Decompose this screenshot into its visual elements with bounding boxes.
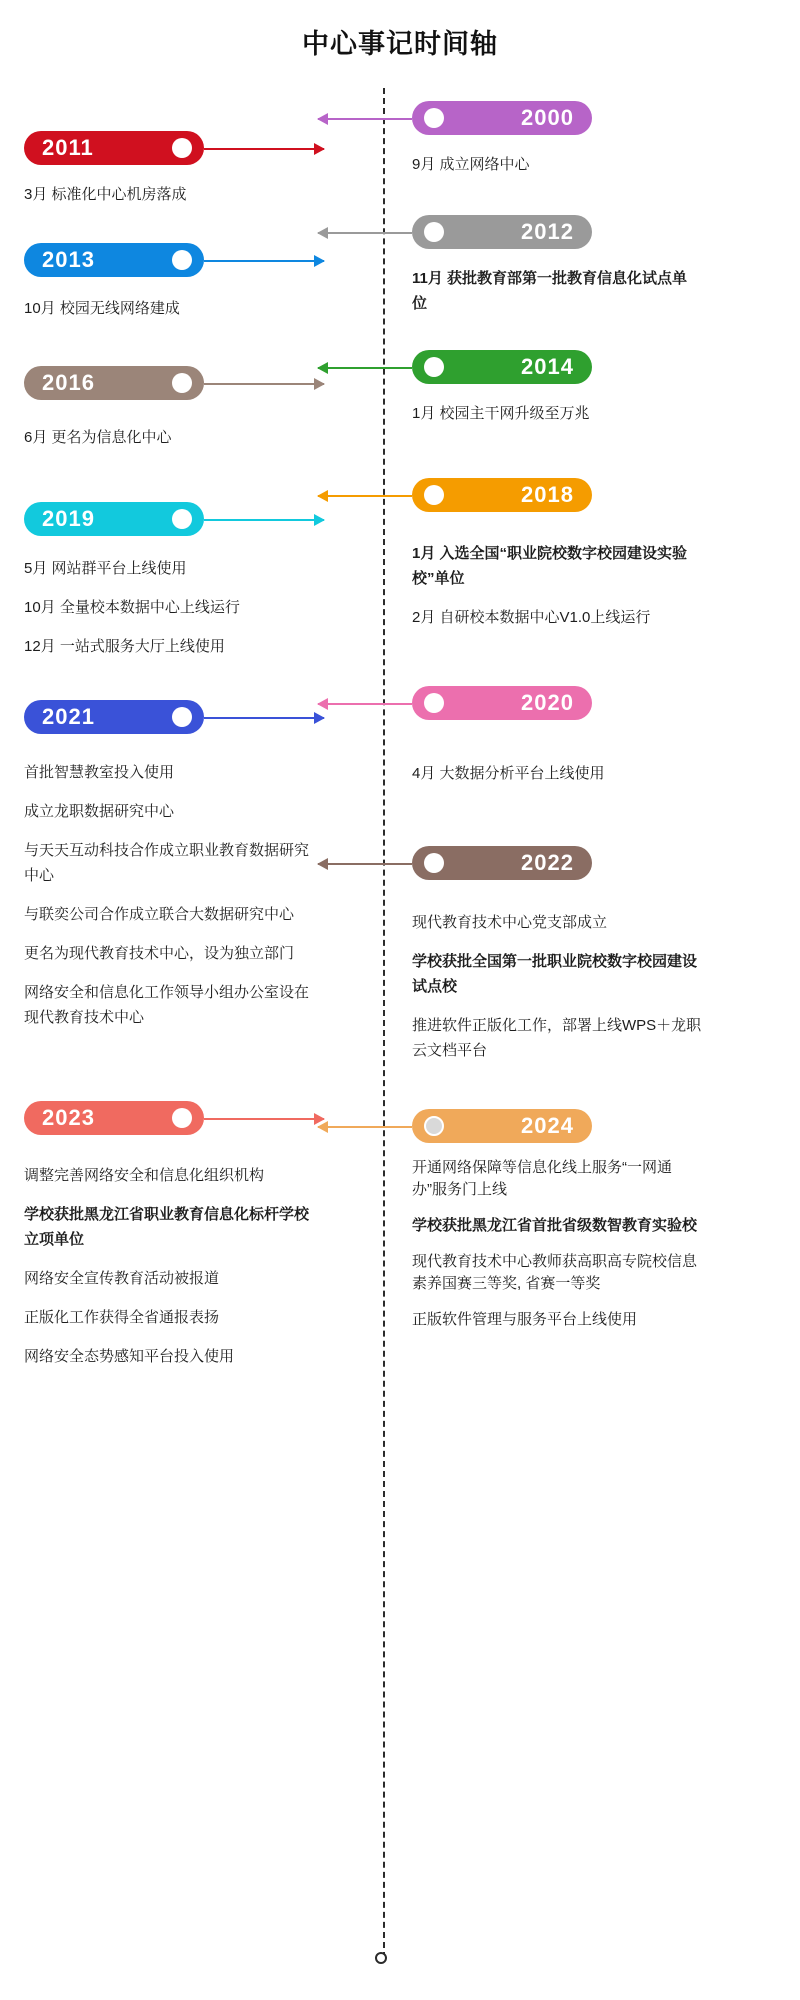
event-text-2022 — [412, 910, 702, 1063]
event-line: 1月 校园主干网升级至万兆 — [412, 405, 590, 422]
event-text-2012 — [412, 266, 702, 316]
event-text-2019 — [24, 556, 314, 659]
page-title: 中心事记时间轴 — [302, 29, 498, 59]
event-line: 2月 自研校本数据中心V1.0上线运行 — [412, 609, 651, 626]
connector-arrow-2016 — [204, 383, 324, 385]
milestone-pill-2022[interactable]: 2022 — [412, 846, 592, 880]
event-line: 3月 标准化中心机房落成 — [24, 186, 187, 203]
event-line: 现代教育技术中心教师获高职高专院校信息素养国赛三等奖, 省赛一等奖 — [412, 1253, 698, 1292]
event-line: 学校获批黑龙江省职业教育信息化标杆学校立项单位 — [24, 1206, 310, 1248]
milestone-pill-2020[interactable]: 2020 — [412, 686, 592, 720]
event-line: 调整完善网络安全和信息化组织机构 — [24, 1167, 265, 1184]
connector-arrow-2014 — [318, 367, 412, 369]
event-line: 4月 大数据分析平台上线使用 — [412, 765, 605, 782]
event-line: 学校获批全国第一批职业院校数字校园建设试点校 — [412, 953, 698, 995]
connector-arrow-2013 — [204, 260, 324, 262]
milestone-pill-2024[interactable]: 2024 — [412, 1109, 592, 1143]
pill-knob-icon — [424, 222, 444, 242]
connector-arrow-2018 — [318, 495, 412, 497]
event-line: 正版软件管理与服务平台上线使用 — [412, 1311, 638, 1328]
event-text-2024 — [412, 1157, 702, 1331]
connector-arrow-2021 — [204, 717, 324, 719]
milestone-pill-2013[interactable]: 2013 — [24, 243, 204, 277]
event-line: 1月 入选全国“职业院校数字校园建设实验校”单位 — [412, 545, 688, 587]
pill-knob-icon — [172, 1108, 192, 1128]
pill-knob-icon — [424, 357, 444, 377]
pill-knob-icon — [424, 1116, 444, 1136]
event-line: 9月 成立网络中心 — [412, 156, 530, 173]
connector-arrow-2019 — [204, 519, 324, 521]
event-text-2011 — [24, 182, 314, 207]
event-line: 现代教育技术中心党支部成立 — [412, 914, 608, 931]
event-line: 正版化工作获得全省通报表扬 — [24, 1309, 220, 1326]
pill-knob-icon — [172, 373, 192, 393]
event-line: 网络安全和信息化工作领导小组办公室设在现代教育技术中心 — [24, 984, 310, 1026]
event-line: 开通网络保障等信息化线上服务“一网通办”服务门上线 — [412, 1159, 672, 1198]
milestone-pill-2011[interactable]: 2011 — [24, 131, 204, 165]
event-line: 推进软件正版化工作，部署上线WPS＋龙职云文档平台 — [412, 1017, 702, 1059]
event-text-2014 — [412, 401, 702, 426]
pill-knob-icon — [172, 250, 192, 270]
pill-knob-icon — [172, 707, 192, 727]
connector-arrow-2012 — [318, 232, 412, 234]
event-line: 成立龙职数据研究中心 — [24, 803, 175, 820]
connector-arrow-2020 — [318, 703, 412, 705]
event-line: 11月 获批教育部第一批教育信息化试点单位 — [412, 270, 688, 312]
milestone-pill-2019[interactable]: 2019 — [24, 502, 204, 536]
event-line: 更名为现代教育技术中心，设为独立部门 — [24, 945, 295, 962]
connector-arrow-2022 — [318, 863, 412, 865]
event-line: 网络安全宣传教育活动被报道 — [24, 1270, 220, 1287]
connector-arrow-2024 — [318, 1126, 412, 1128]
connector-arrow-2023 — [204, 1118, 324, 1120]
event-text-2021 — [24, 760, 314, 1030]
event-line: 学校获批黑龙江省首批省级数智教育实验校 — [412, 1217, 698, 1234]
pill-knob-icon — [424, 853, 444, 873]
event-text-2000 — [412, 152, 702, 177]
event-line: 首批智慧教室投入使用 — [24, 764, 175, 781]
pill-knob-icon — [424, 108, 444, 128]
milestone-pill-2014[interactable]: 2014 — [412, 350, 592, 384]
milestone-pill-2018[interactable]: 2018 — [412, 478, 592, 512]
milestone-pill-2012[interactable]: 2012 — [412, 215, 592, 249]
event-line: 10月 全量校本数据中心上线运行 — [24, 599, 240, 616]
pill-knob-icon — [172, 509, 192, 529]
connector-arrow-2011 — [204, 148, 324, 150]
milestone-pill-2021[interactable]: 2021 — [24, 700, 204, 734]
event-line: 与天天互动科技合作成立职业教育数据研究中心 — [24, 842, 310, 884]
timeline-end-dot — [375, 1952, 387, 1964]
event-text-2020 — [412, 761, 702, 786]
pill-knob-icon — [424, 693, 444, 713]
connector-arrow-2000 — [318, 118, 412, 120]
event-line: 12月 一站式服务大厅上线使用 — [24, 638, 225, 655]
pill-knob-icon — [424, 485, 444, 505]
event-text-2016 — [24, 425, 314, 450]
event-line: 10月 校园无线网络建成 — [24, 300, 180, 317]
event-text-2013 — [24, 296, 314, 321]
event-text-2018 — [412, 541, 702, 630]
milestone-pill-2023[interactable]: 2023 — [24, 1101, 204, 1135]
event-line: 5月 网站群平台上线使用 — [24, 560, 187, 577]
event-text-2023 — [24, 1163, 314, 1369]
pill-knob-icon — [172, 138, 192, 158]
milestone-pill-2000[interactable]: 2000 — [412, 101, 592, 135]
milestone-pill-2016[interactable]: 2016 — [24, 366, 204, 400]
event-line: 网络安全态势感知平台投入使用 — [24, 1348, 235, 1365]
event-line: 与联奕公司合作成立联合大数据研究中心 — [24, 906, 295, 923]
event-line: 6月 更名为信息化中心 — [24, 429, 172, 446]
